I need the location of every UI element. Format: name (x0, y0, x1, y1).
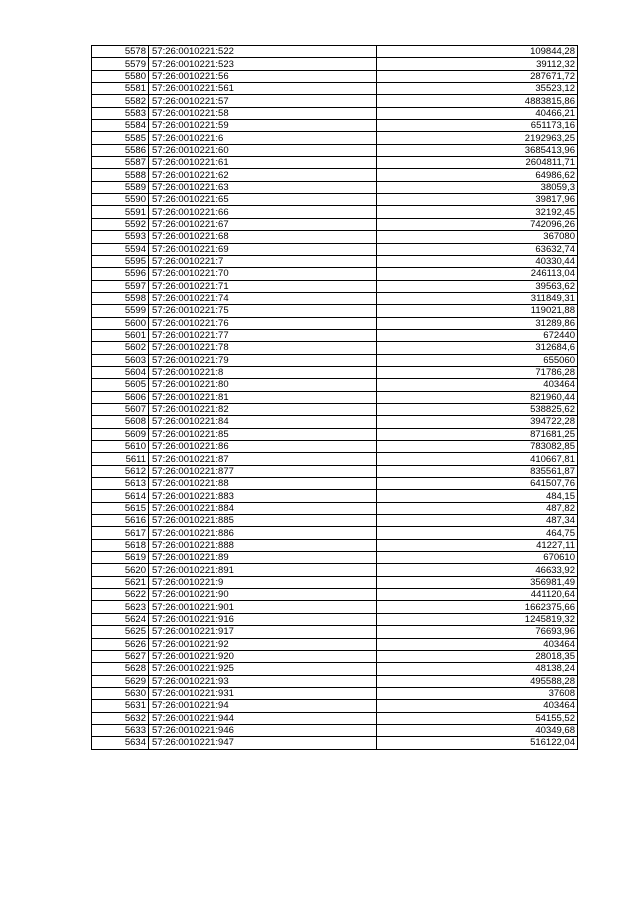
value-cell: 783082,85 (377, 441, 578, 453)
value-cell: 1662375,66 (377, 601, 578, 613)
value-cell: 538825,62 (377, 403, 578, 415)
cadastral-number-cell: 57:26:0010221:67 (149, 218, 377, 230)
table-row (92, 564, 578, 576)
value-cell: 651173,16 (377, 120, 578, 132)
value-cell: 403464 (377, 638, 578, 650)
cadastral-number-cell: 57:26:0010221:61 (149, 157, 377, 169)
table-row (92, 366, 578, 378)
row-number-cell: 5579 (92, 58, 149, 70)
cadastral-number-cell: 57:26:0010221:901 (149, 601, 377, 613)
table-row (92, 687, 578, 699)
value-cell: 2192963,25 (377, 132, 578, 144)
cadastral-number-cell: 57:26:0010221:931 (149, 687, 377, 699)
row-number-cell: 5600 (92, 317, 149, 329)
value-cell: 367080 (377, 231, 578, 243)
value-cell: 119021,88 (377, 305, 578, 317)
table-row (92, 120, 578, 132)
row-number-cell: 5588 (92, 169, 149, 181)
value-cell: 441120,64 (377, 589, 578, 601)
cadastral-number-cell: 57:26:0010221:877 (149, 465, 377, 477)
table-row (92, 305, 578, 317)
table-body (92, 46, 578, 750)
value-cell: 3685413,96 (377, 144, 578, 156)
table-row (92, 157, 578, 169)
row-number-cell: 5605 (92, 379, 149, 391)
table-row (92, 601, 578, 613)
row-number-cell: 5619 (92, 552, 149, 564)
cadastral-number-cell: 57:26:0010221:78 (149, 342, 377, 354)
table-row (92, 194, 578, 206)
row-number-cell: 5607 (92, 403, 149, 415)
value-cell: 38059,3 (377, 181, 578, 193)
row-number-cell: 5612 (92, 465, 149, 477)
table-row (92, 527, 578, 539)
table-row (92, 280, 578, 292)
value-cell: 312684,6 (377, 342, 578, 354)
row-number-cell: 5597 (92, 280, 149, 292)
cadastral-number-cell: 57:26:0010221:885 (149, 515, 377, 527)
row-number-cell: 5592 (92, 218, 149, 230)
table-row (92, 206, 578, 218)
value-cell: 394722,28 (377, 416, 578, 428)
cadastral-number-cell: 57:26:0010221:81 (149, 391, 377, 403)
cadastral-number-cell: 57:26:0010221:916 (149, 613, 377, 625)
cadastral-number-cell: 57:26:0010221:79 (149, 354, 377, 366)
value-cell: 672440 (377, 329, 578, 341)
table-row (92, 46, 578, 58)
cadastral-number-cell: 57:26:0010221:90 (149, 589, 377, 601)
cadastral-number-cell: 57:26:0010221:947 (149, 737, 377, 749)
row-number-cell: 5623 (92, 601, 149, 613)
row-number-cell: 5634 (92, 737, 149, 749)
table-row (92, 700, 578, 712)
cadastral-number-cell: 57:26:0010221:94 (149, 700, 377, 712)
row-number-cell: 5580 (92, 70, 149, 82)
value-cell: 32192,45 (377, 206, 578, 218)
table-row (92, 675, 578, 687)
table-row (92, 70, 578, 82)
row-number-cell: 5618 (92, 539, 149, 551)
row-number-cell: 5581 (92, 83, 149, 95)
row-number-cell: 5599 (92, 305, 149, 317)
value-cell: 40330,44 (377, 255, 578, 267)
value-cell: 39563,62 (377, 280, 578, 292)
cadastral-number-cell: 57:26:0010221:84 (149, 416, 377, 428)
row-number-cell: 5591 (92, 206, 149, 218)
cadastral-number-cell: 57:26:0010221:69 (149, 243, 377, 255)
cadastral-number-cell: 57:26:0010221:80 (149, 379, 377, 391)
row-number-cell: 5624 (92, 613, 149, 625)
cadastral-number-cell: 57:26:0010221:88 (149, 478, 377, 490)
table-row (92, 737, 578, 749)
value-cell: 670610 (377, 552, 578, 564)
table-row (92, 329, 578, 341)
value-cell: 39817,96 (377, 194, 578, 206)
cadastral-number-cell: 57:26:0010221:884 (149, 502, 377, 514)
table-row (92, 515, 578, 527)
value-cell: 71786,28 (377, 366, 578, 378)
row-number-cell: 5585 (92, 132, 149, 144)
value-cell: 246113,04 (377, 268, 578, 280)
value-cell: 641507,76 (377, 478, 578, 490)
cadastral-number-cell: 57:26:0010221:60 (149, 144, 377, 156)
table-row (92, 650, 578, 662)
value-cell: 46633,92 (377, 564, 578, 576)
row-number-cell: 5617 (92, 527, 149, 539)
row-number-cell: 5608 (92, 416, 149, 428)
row-number-cell: 5595 (92, 255, 149, 267)
cadastral-number-cell: 57:26:0010221:920 (149, 650, 377, 662)
row-number-cell: 5589 (92, 181, 149, 193)
cadastral-number-cell: 57:26:0010221:6 (149, 132, 377, 144)
value-cell: 821960,44 (377, 391, 578, 403)
table-row (92, 576, 578, 588)
row-number-cell: 5610 (92, 441, 149, 453)
cadastral-number-cell: 57:26:0010221:8 (149, 366, 377, 378)
row-number-cell: 5615 (92, 502, 149, 514)
value-cell: 410667,81 (377, 453, 578, 465)
cadastral-number-cell: 57:26:0010221:561 (149, 83, 377, 95)
row-number-cell: 5630 (92, 687, 149, 699)
table-row (92, 107, 578, 119)
table-row (92, 626, 578, 638)
value-cell: 54155,52 (377, 712, 578, 724)
value-cell: 287671,72 (377, 70, 578, 82)
table-row (92, 95, 578, 107)
value-cell: 63632,74 (377, 243, 578, 255)
table-row (92, 465, 578, 477)
value-cell: 487,82 (377, 502, 578, 514)
row-number-cell: 5611 (92, 453, 149, 465)
table-row (92, 317, 578, 329)
table-row (92, 416, 578, 428)
table-row (92, 441, 578, 453)
value-cell: 37608 (377, 687, 578, 699)
value-cell: 39112,32 (377, 58, 578, 70)
cadastral-number-cell: 57:26:0010221:85 (149, 428, 377, 440)
cadastral-number-cell: 57:26:0010221:89 (149, 552, 377, 564)
value-cell: 356981,49 (377, 576, 578, 588)
table-row (92, 490, 578, 502)
cadastral-number-cell: 57:26:0010221:65 (149, 194, 377, 206)
value-cell: 109844,28 (377, 46, 578, 58)
cadastral-number-cell: 57:26:0010221:63 (149, 181, 377, 193)
cadastral-number-cell: 57:26:0010221:71 (149, 280, 377, 292)
row-number-cell: 5620 (92, 564, 149, 576)
row-number-cell: 5632 (92, 712, 149, 724)
row-number-cell: 5601 (92, 329, 149, 341)
cadastral-number-cell: 57:26:0010221:70 (149, 268, 377, 280)
table-row (92, 428, 578, 440)
value-cell: 2604811,71 (377, 157, 578, 169)
table-row (92, 663, 578, 675)
table-row (92, 379, 578, 391)
cadastral-number-cell: 57:26:0010221:86 (149, 441, 377, 453)
row-number-cell: 5606 (92, 391, 149, 403)
value-cell: 464,75 (377, 527, 578, 539)
table-row (92, 613, 578, 625)
row-number-cell: 5629 (92, 675, 149, 687)
table-row (92, 403, 578, 415)
table-row (92, 218, 578, 230)
row-number-cell: 5631 (92, 700, 149, 712)
cadastral-number-cell: 57:26:0010221:76 (149, 317, 377, 329)
row-number-cell: 5584 (92, 120, 149, 132)
table-row (92, 502, 578, 514)
value-cell: 76693,96 (377, 626, 578, 638)
row-number-cell: 5586 (92, 144, 149, 156)
row-number-cell: 5613 (92, 478, 149, 490)
cadastral-number-cell: 57:26:0010221:57 (149, 95, 377, 107)
table-row (92, 539, 578, 551)
value-cell: 40349,68 (377, 724, 578, 736)
value-cell: 403464 (377, 700, 578, 712)
value-cell: 484,15 (377, 490, 578, 502)
value-cell: 871681,25 (377, 428, 578, 440)
cadastral-number-cell: 57:26:0010221:7 (149, 255, 377, 267)
table-row (92, 243, 578, 255)
table-row (92, 169, 578, 181)
cadastral-number-cell: 57:26:0010221:9 (149, 576, 377, 588)
row-number-cell: 5593 (92, 231, 149, 243)
row-number-cell: 5604 (92, 366, 149, 378)
table-row (92, 391, 578, 403)
table-row (92, 58, 578, 70)
value-cell: 487,34 (377, 515, 578, 527)
value-cell: 742096,26 (377, 218, 578, 230)
value-cell: 31289,86 (377, 317, 578, 329)
value-cell: 41227,11 (377, 539, 578, 551)
table-row (92, 342, 578, 354)
cadastral-number-cell: 57:26:0010221:59 (149, 120, 377, 132)
table-row (92, 354, 578, 366)
cadastral-number-cell: 57:26:0010221:917 (149, 626, 377, 638)
table-row (92, 255, 578, 267)
row-number-cell: 5628 (92, 663, 149, 675)
value-cell: 35523,12 (377, 83, 578, 95)
cadastral-number-cell: 57:26:0010221:944 (149, 712, 377, 724)
cadastral-number-cell: 57:26:0010221:93 (149, 675, 377, 687)
cadastral-number-cell: 57:26:0010221:62 (149, 169, 377, 181)
row-number-cell: 5598 (92, 292, 149, 304)
cadastral-number-cell: 57:26:0010221:925 (149, 663, 377, 675)
row-number-cell: 5633 (92, 724, 149, 736)
row-number-cell: 5622 (92, 589, 149, 601)
cadastral-number-cell: 57:26:0010221:56 (149, 70, 377, 82)
cadastral-number-cell: 57:26:0010221:946 (149, 724, 377, 736)
cadastral-number-cell: 57:26:0010221:58 (149, 107, 377, 119)
table-row (92, 712, 578, 724)
row-number-cell: 5583 (92, 107, 149, 119)
value-cell: 40466,21 (377, 107, 578, 119)
value-cell: 403464 (377, 379, 578, 391)
cadastral-number-cell: 57:26:0010221:66 (149, 206, 377, 218)
row-number-cell: 5582 (92, 95, 149, 107)
table-row (92, 292, 578, 304)
cadastral-number-cell: 57:26:0010221:75 (149, 305, 377, 317)
table-row (92, 724, 578, 736)
cadastral-number-cell: 57:26:0010221:883 (149, 490, 377, 502)
row-number-cell: 5587 (92, 157, 149, 169)
row-number-cell: 5602 (92, 342, 149, 354)
table-row (92, 268, 578, 280)
cadastral-number-cell: 57:26:0010221:77 (149, 329, 377, 341)
row-number-cell: 5596 (92, 268, 149, 280)
row-number-cell: 5625 (92, 626, 149, 638)
cadastral-number-cell: 57:26:0010221:74 (149, 292, 377, 304)
value-cell: 4883815,86 (377, 95, 578, 107)
row-number-cell: 5590 (92, 194, 149, 206)
value-cell: 48138,24 (377, 663, 578, 675)
cadastral-number-cell: 57:26:0010221:522 (149, 46, 377, 58)
cadastral-number-cell: 57:26:0010221:891 (149, 564, 377, 576)
row-number-cell: 5616 (92, 515, 149, 527)
value-cell: 835561,87 (377, 465, 578, 477)
table-row (92, 478, 578, 490)
value-cell: 311849,31 (377, 292, 578, 304)
data-table (91, 45, 578, 750)
cadastral-number-cell: 57:26:0010221:523 (149, 58, 377, 70)
row-number-cell: 5603 (92, 354, 149, 366)
cadastral-number-cell: 57:26:0010221:886 (149, 527, 377, 539)
table-row (92, 552, 578, 564)
table-row (92, 638, 578, 650)
value-cell: 495588,28 (377, 675, 578, 687)
value-cell: 28018,35 (377, 650, 578, 662)
table-row (92, 589, 578, 601)
row-number-cell: 5578 (92, 46, 149, 58)
row-number-cell: 5609 (92, 428, 149, 440)
row-number-cell: 5621 (92, 576, 149, 588)
value-cell: 1245819,32 (377, 613, 578, 625)
cadastral-number-cell: 57:26:0010221:68 (149, 231, 377, 243)
row-number-cell: 5594 (92, 243, 149, 255)
cadastral-number-cell: 57:26:0010221:87 (149, 453, 377, 465)
cadastral-number-cell: 57:26:0010221:82 (149, 403, 377, 415)
row-number-cell: 5614 (92, 490, 149, 502)
row-number-cell: 5626 (92, 638, 149, 650)
table-row (92, 181, 578, 193)
value-cell: 655060 (377, 354, 578, 366)
table-row (92, 453, 578, 465)
cadastral-number-cell: 57:26:0010221:888 (149, 539, 377, 551)
row-number-cell: 5627 (92, 650, 149, 662)
table-row (92, 83, 578, 95)
table-row (92, 144, 578, 156)
value-cell: 64986,62 (377, 169, 578, 181)
cadastral-number-cell: 57:26:0010221:92 (149, 638, 377, 650)
table-row (92, 231, 578, 243)
table-row (92, 132, 578, 144)
value-cell: 516122,04 (377, 737, 578, 749)
